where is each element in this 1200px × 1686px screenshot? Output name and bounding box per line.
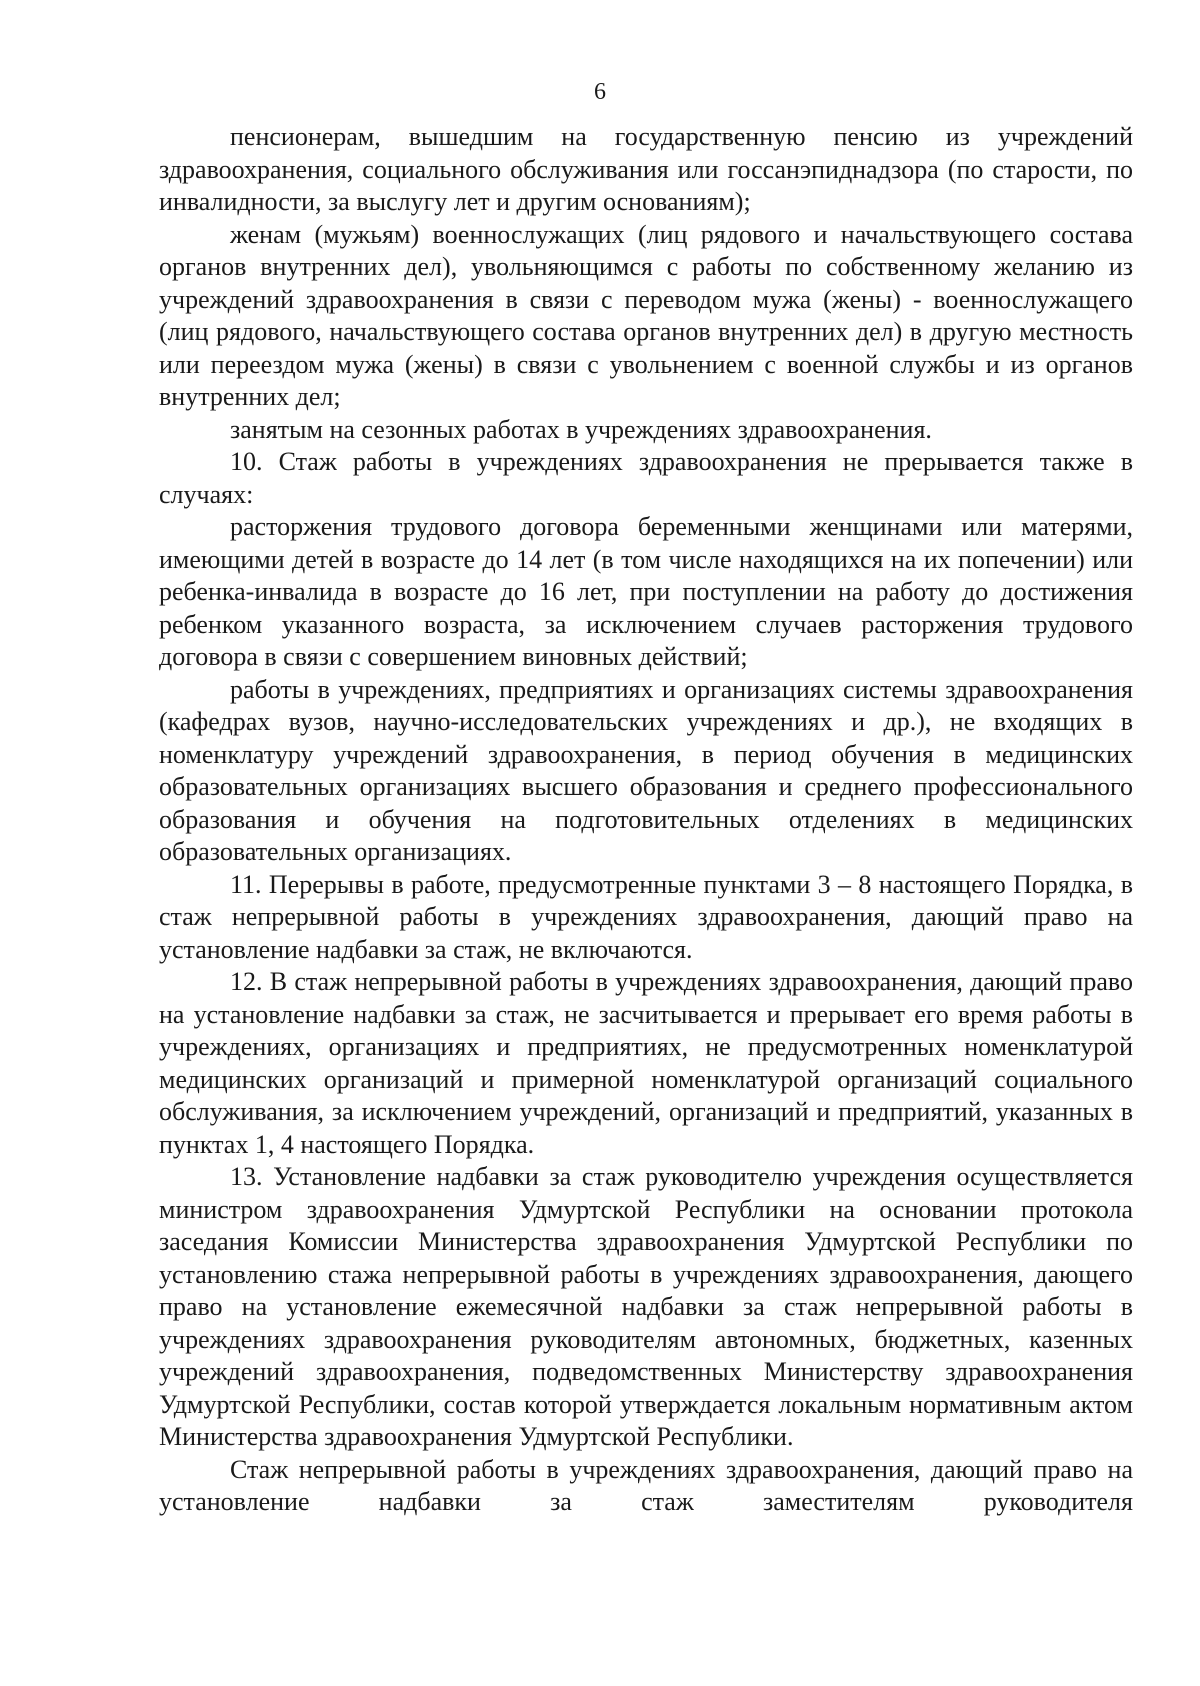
paragraph-item-12: 12. В стаж непрерывной работы в учреждениях здравоохранения, дающий право на установление надбавки за стаж, не засчитывается и прерывает его время работы в учреждениях, организациях и предприятиях, не предусмотренных номенклатурой медицинских организаций и примерной номенклатурой организаций социального обслуживания, за исключением учреждений, организаций и предприятий, указанных в пунктах 1, 4 настоящего Порядка.	[159, 967, 1133, 1159]
page-number: 6	[594, 79, 606, 105]
paragraph-seasonal-workers: занятым на сезонных работах в учреждениях здравоохранения.	[230, 414, 932, 444]
paragraph-contract-termination: расторжения трудового договора беременными женщинами или матерями, имеющими детей в возрасте до 14 лет (в том числе находящихся на их попечении) или ребенка-инвалида в возрасте до 16 лет, при поступлении на работу до достижения ребенком указанного возраста, за исключением случаев расторжения трудового договора в связи с совершением виновных действий;	[159, 512, 1133, 671]
paragraph-pensioners: пенсионерам, вышедшим на государственную пенсию из учреждений здравоохранения, социального обслуживания или госсанэпиднадзора (по старости, по инвалидности, за выслугу лет и другим основаниям);	[159, 122, 1133, 216]
paragraph-item-10: 10. Стаж работы в учреждениях здравоохранения не прерывается также в случаях:	[159, 447, 1133, 509]
paragraph-item-11: 11. Перерывы в работе, предусмотренные пунктами 3 – 8 настоящего Порядка, в стаж непрерывной работы в учреждениях здравоохранения, дающий право на установление надбавки за стаж, не включаются.	[159, 869, 1133, 964]
paragraph-item-13: 13. Установление надбавки за стаж руководителю учреждения осуществляется министром здравоохранения Удмуртской Республики на основании протокола заседания Комиссии Министерства здравоохранения Удмуртской Республики по установлению стажа непрерывной работы в учреждениях здравоохранения, дающего право на установление ежемесячной надбавки за стаж непрерывной работы в учреждениях здравоохранения руководителям автономных, бюджетных, казенных учреждений здравоохранения, подведомственных Министерству здравоохранения Удмуртской Республики, состав которой утверждается локальным нормативным актом Министерства здравоохранения Удмуртской Республики.	[159, 1162, 1133, 1451]
paragraph-military-spouses: женам (мужьям) военнослужащих (лиц рядового и начальствующего состава органов внутренних дел), увольняющимся с работы по собственному желанию из учреждений здравоохранения в связи с переводом мужа (жены) - военнослужащего (лиц рядового, начальствующего состава органов внутренних дел) в другую местность или переездом мужа (жены) в связи с увольнением с военной службы и из органов внутренних дел;	[159, 219, 1133, 411]
paragraph-continuous-service: Стаж непрерывной работы в учреждениях здравоохранения, дающий право на установление надбавки за стаж заместителям руководителя	[159, 1454, 1133, 1516]
paragraph-work-in-institutions: работы в учреждениях, предприятиях и организациях системы здравоохранения (кафедрах вузов, научно-исследовательских учреждениях и др.), не входящих в номенклатуру учреждений здравоохранения, в период обучения в медицинских образовательных организациях высшего образования и среднего профессионального образования и обучения на подготовительных отделениях в медицинских образовательных организациях.	[159, 674, 1133, 866]
document-body	[159, 121, 1133, 1519]
